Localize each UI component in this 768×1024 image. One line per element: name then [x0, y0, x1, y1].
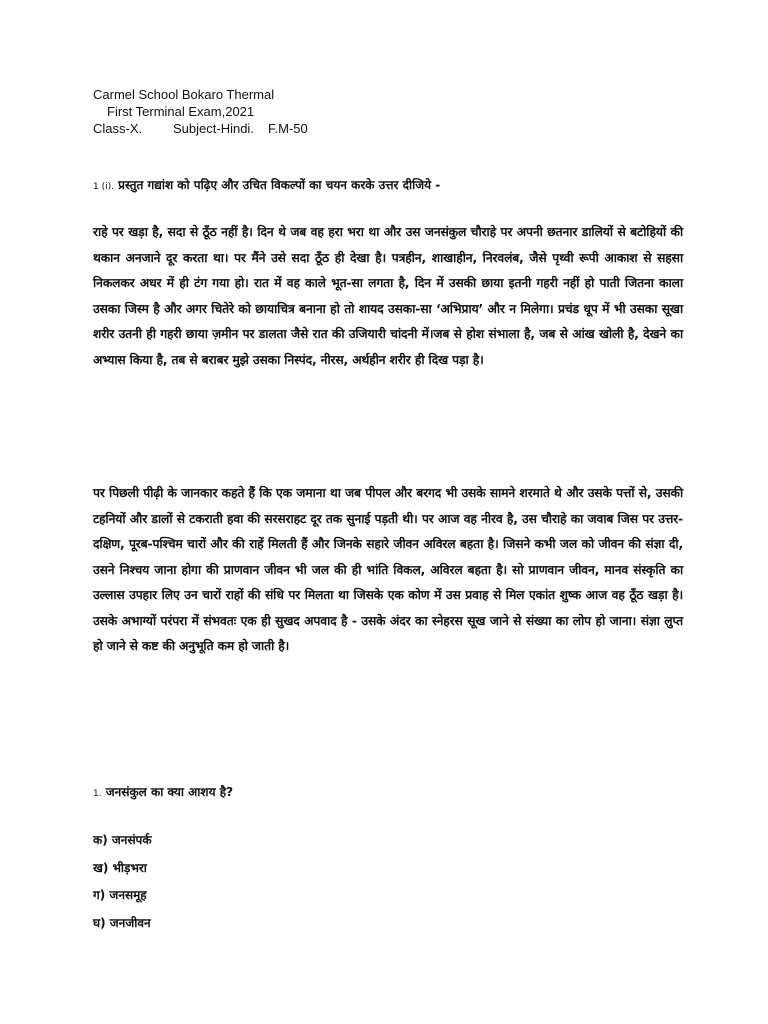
subject-label: Subject-Hindi. [173, 121, 254, 136]
question-number: 1. [93, 789, 102, 799]
question-text: जनसंकुल का क्या आशय है? [105, 785, 234, 799]
question-1 [93, 783, 233, 803]
option-ka: क) जनसंपर्क [93, 833, 152, 847]
section-instruction [93, 176, 693, 196]
instruction-text: प्रस्तुत गद्यांश को पढ़िए और उचित विकल्पों का चयन करके उत्तर दीजिये - [118, 178, 441, 192]
section-number: 1 (i). [93, 182, 114, 192]
option-kha: ख) भीड़भरा [93, 860, 147, 875]
full-marks-label: F.M-50 [268, 121, 308, 136]
passage-paragraph-2: पर पिछली पीढ़ी के जानकार कहते हैं कि एक जमाना था जब पीपल और बरगद भी उसके सामने शरमाते थे और उसके पत्तों से, उसकी टहनियों और डालों से टकराती हवा की सरसराहट दूर तक सुनाई पड़ती थी। पर आज वह नीरव है, उस चौराहे का जवाब जिस पर उत्तर-दक्षिण, पूरब-पश्चिम चारों और की राहें मिलती हैं और जिनके सहारे जीवन अविरल बहता है। जिसने कभी जल को जीवन की संज्ञा दी, उसने निश्चय जाना होगा की प्राणवान जीवन भी जल की ही भांति विकल, अविरल बहता है। सो प्राणवान जीवन, मानव संस्कृति का उल्लास उपहार लिए उन चारों राहों की संधि पर मिलता था जिसके एक कोण में उस प्रवाह से मिल एकांत शुष्क आज वह ठूँठ खड़ा है। उसके अभाग्यों परंपरा में संभवतः एक ही सुखद अपवाद है - उसके अंदर का स्नेहरस सूख जाने से संख्या का लोप हो जाना। संज्ञा लुप्त हो जाने से कष्ट की अनुभूति कम हो जाती है। [93, 486, 683, 653]
exam-header [93, 86, 308, 137]
exam-meta-line [93, 120, 308, 137]
exam-name: First Terminal Exam,2021 [107, 104, 255, 119]
class-label: Class-X. [93, 121, 143, 136]
option-gha: घ) जनजीवन [93, 915, 151, 930]
option-ga: ग) जनसमूह [93, 888, 147, 902]
school-name: Carmel School Bokaro Thermal [93, 87, 275, 102]
answer-options [93, 827, 152, 937]
passage-paragraph-1: राहे पर खड़ा है, सदा से ठूँठ नहीं है। दिन थे जब वह हरा भरा था और उस जनसंकुल चौराहे पर अपनी छतनार डालियों से बटोहियों की थकान अनजाने दूर करता था। पर मैंने उसे सदा ठूँठ ही देखा है। पत्रहीन, शाखाहीन, निरवलंब, जैसे पृथ्वी रूपी आकाश से सहसा निकलकर अधर में ही टंग गया हो। रात में वह काले भूत-सा लगता है, दिन में उसकी छाया इतनी गहरी नहीं हो पाती जितना काला उसका जिस्म है और अगर चितेरे को छायाचित्र बनाना हो तो शायद उसका-सा ‘अभिप्राय’ और न मिलेगा। प्रचंड धूप में भी उसका सूखा शरीर उतनी ही गहरी छाया ज़मीन पर डालता जैसे रात की उजियारी चांदनी में।जब से होश संभाला है, जब से आंख खोली है, देखने का अभ्यास किया है, तब से बराबर मुझे उसका निस्पंद, नीरस, अर्थहीन शरीर ही दिख पड़ा है। [93, 225, 683, 367]
